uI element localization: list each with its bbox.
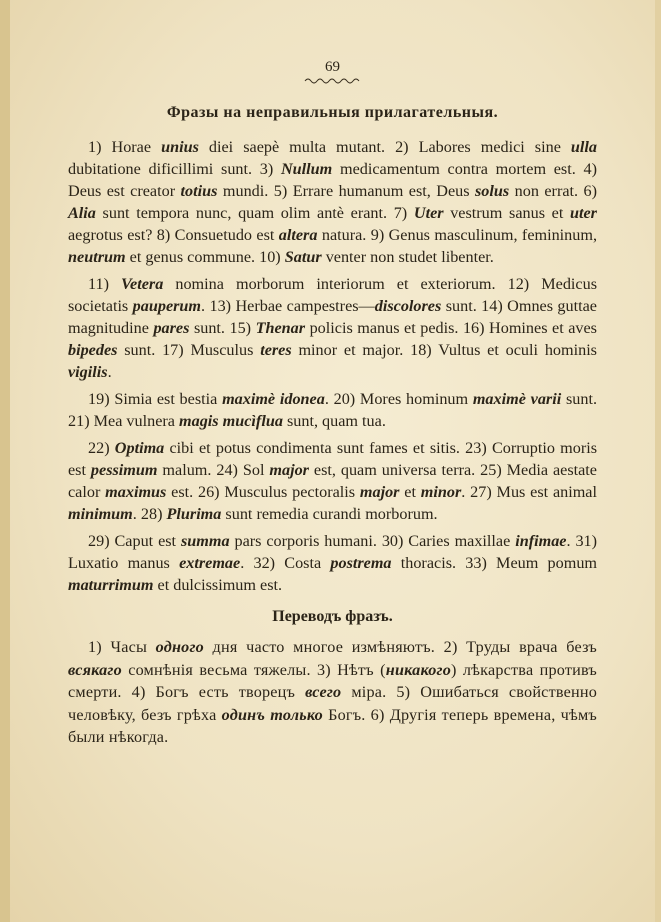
- italic-term: Satur: [284, 248, 322, 266]
- italic-term: Alia: [68, 204, 96, 222]
- text-run: et dulcissimum est.: [153, 576, 283, 594]
- italic-term: Plurima: [166, 505, 222, 523]
- ornament-divider: [303, 76, 363, 84]
- text-run: malum. 24) Sol: [157, 461, 270, 479]
- text-run: diei saepè multa mutant. 2) Labores medici sine: [198, 138, 571, 156]
- text-run: 19) Simia est bestia: [88, 390, 223, 408]
- translation-paragraph: [68, 636, 597, 749]
- italic-term: minimum: [68, 505, 133, 523]
- page-content: [68, 58, 597, 754]
- text-run: міра. 5) Ошибаться свойственно человѣку, безъ грѣха: [68, 683, 597, 724]
- italic-term: Uter: [413, 204, 444, 222]
- text-run: et genus commune. 10): [125, 248, 285, 266]
- text-run: sunt tempora nunc, quam olim antè erant. 7): [95, 204, 414, 222]
- page-number: 69: [325, 59, 340, 75]
- italic-term: teres: [260, 341, 292, 359]
- italic-term: uter: [570, 204, 597, 222]
- italic-term: bipedes: [68, 341, 118, 359]
- text-run: sunt. 21) Mea vulnera: [68, 390, 597, 430]
- italic-term: Nullum: [280, 160, 333, 178]
- italic-term: maximus: [105, 483, 167, 501]
- italic-term: никакого: [385, 660, 452, 679]
- italic-term: solus: [474, 182, 510, 200]
- text-run: et: [399, 483, 421, 501]
- text-run: sunt. 15): [189, 319, 256, 337]
- text-run: sunt remedia curandi morborum.: [221, 505, 438, 523]
- text-run: ) лѣкарства противъ смерти. 4) Богъ есть творецъ: [68, 660, 597, 701]
- italic-term: maturrimum: [68, 576, 154, 594]
- text-run: mundi. 5) Errare humanum est, Deus: [217, 182, 475, 200]
- italic-term: Optima: [114, 439, 165, 457]
- italic-term: maximè varii: [472, 390, 562, 408]
- text-run: . 20) Mores hominum: [324, 390, 473, 408]
- italic-term: всякаго: [68, 660, 122, 679]
- text-run: 1) Horae: [88, 138, 162, 156]
- italic-term: magis mucìflua: [179, 412, 283, 430]
- text-run: . 31) Luxatio manus: [68, 532, 598, 572]
- text-run: .: [107, 363, 112, 381]
- text-run: policis manus et pedis. 16) Homines et aves: [305, 319, 597, 337]
- italic-term: Vetera: [121, 275, 164, 293]
- text-run: 29) Caput est: [88, 532, 181, 550]
- text-run: sunt. 17) Musculus: [117, 341, 261, 359]
- phrase-paragraph: [68, 388, 597, 432]
- italic-term: altera: [278, 226, 318, 244]
- italic-term: Thenar: [255, 319, 306, 337]
- italic-term: одного: [155, 638, 204, 656]
- text-run: Богъ. 6) Другія теперь времена, чѣмъ были нѣкогда.: [68, 705, 597, 746]
- italic-term: maximè idonea: [222, 390, 325, 408]
- text-run: sunt. 14) Omnes guttae magnitudine: [68, 297, 597, 337]
- text-run: . 28): [132, 505, 167, 523]
- text-run: pars corporis humani. 30) Caries maxillae: [229, 532, 516, 550]
- italic-term: unius: [161, 138, 199, 156]
- italic-term: ulla: [570, 138, 597, 156]
- italic-term: всего: [305, 683, 342, 701]
- italic-term: totius: [180, 182, 218, 200]
- text-run: . 27) Mus est animal: [461, 483, 597, 501]
- text-run: 11): [88, 275, 122, 293]
- phrase-paragraph: [68, 136, 597, 268]
- italic-term: vigilis: [68, 363, 108, 381]
- text-run: aegrotus est? 8) Consuetudo est: [68, 226, 279, 244]
- text-run: est, quam universa terra. 25) Media aestate calor: [68, 461, 597, 501]
- translation-heading: Переводъ фразъ.: [272, 608, 393, 625]
- section-heading: Фразы на неправильныя прилагательныя.: [166, 104, 499, 121]
- italic-term: discolores: [374, 297, 442, 315]
- text-run: dubitatione dificillimi sunt. 3): [68, 160, 281, 178]
- text-run: natura. 9) Genus masculinum, femininum,: [317, 226, 598, 244]
- latin-phrases: [68, 136, 597, 596]
- phrase-paragraph: [68, 437, 597, 525]
- text-run: . 32) Costa: [240, 554, 331, 572]
- text-run: minor et major. 18) Vultus et oculi hominis: [291, 341, 597, 359]
- italic-term: postrema: [330, 554, 392, 572]
- italic-term: infimae: [515, 532, 567, 550]
- italic-term: extremae: [179, 554, 241, 572]
- text-run: est. 26) Musculus pectoralis: [166, 483, 360, 501]
- italic-term: major: [269, 461, 309, 479]
- text-run: . 13) Herbae campestres—: [201, 297, 375, 315]
- italic-term: minor: [420, 483, 462, 501]
- italic-term: одинъ только: [221, 705, 323, 724]
- text-run: sunt, quam tua.: [282, 412, 386, 430]
- italic-term: neutrum: [68, 248, 126, 266]
- text-run: cibi et potus condimenta sunt fames et sitis. 23) Corruptio moris est: [68, 439, 598, 479]
- text-run: дня часто многое измѣняютъ. 2) Труды врача безъ: [203, 638, 597, 656]
- text-run: thoracis. 33) Meum pomum: [391, 554, 598, 572]
- text-run: nomina morborum interiorum et exteriorum. 12) Medicus societatis: [68, 275, 598, 315]
- text-run: сомнѣнія весьма тяжелы. 3) Нѣтъ (: [121, 660, 386, 679]
- phrase-paragraph: [68, 530, 597, 596]
- text-run: medicamentum contra mortem est. 4) Deus est creator: [68, 160, 597, 200]
- text-run: venter non studet libenter.: [321, 248, 494, 266]
- text-run: 1) Часы: [88, 638, 156, 656]
- phrase-paragraph: [68, 273, 597, 383]
- italic-term: pauperum: [132, 297, 202, 315]
- text-run: 22): [88, 439, 115, 457]
- italic-term: pares: [153, 319, 190, 337]
- italic-term: summa: [180, 532, 230, 550]
- text-run: vestrum sanus et: [443, 204, 570, 222]
- italic-term: major: [359, 483, 400, 501]
- italic-term: pessimum: [90, 461, 158, 479]
- text-run: non errat. 6): [509, 182, 598, 200]
